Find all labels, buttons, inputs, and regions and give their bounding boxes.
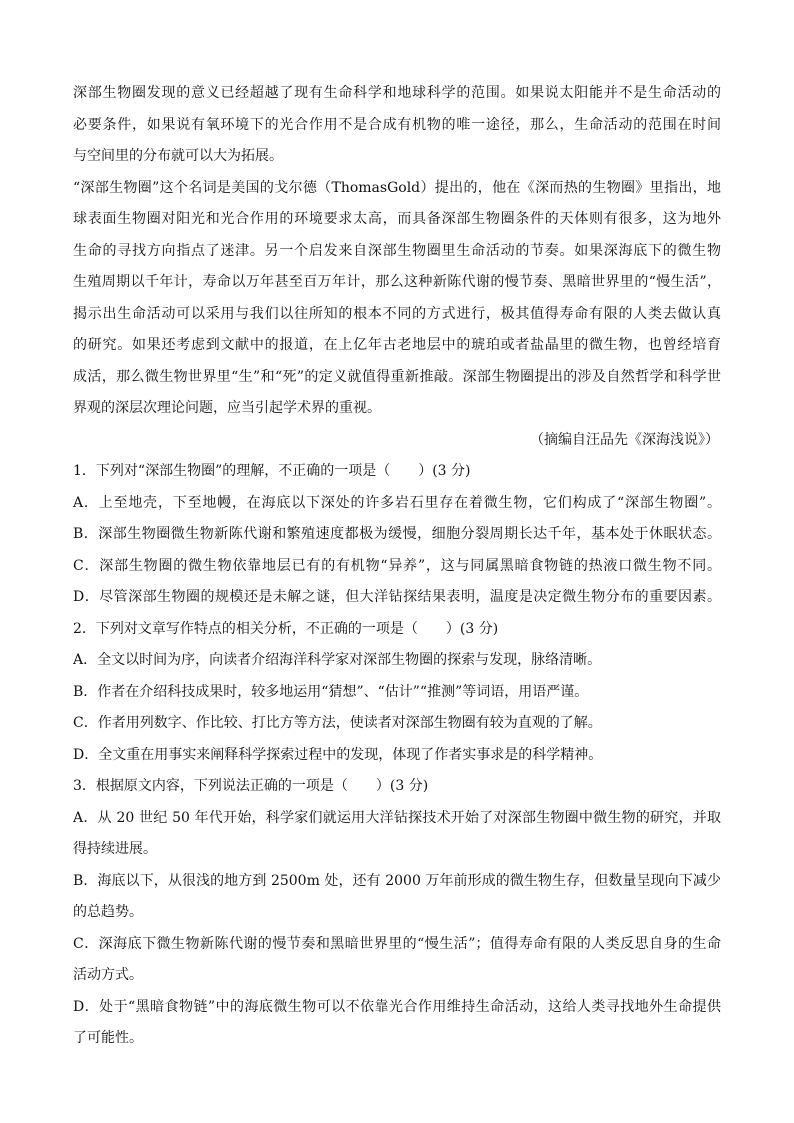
question-stem: 3．根据原文内容，下列说法正确的一项是（ ）(3 分) xyxy=(73,778,429,794)
source-citation: （摘编自汪品先《深海浅说》） xyxy=(530,431,719,448)
answer-option: D．处于“黑暗食物链”中的海底微生物可以不依靠光合作用维持生命活动，这给人类寻找地外生命提供 xyxy=(73,998,721,1015)
passage-line: 成活，那么微生物世界里“生”和“死”的定义就值得重新推敲。深部生物圈提出的涉及自然哲学和科学世 xyxy=(73,368,721,385)
questions xyxy=(73,456,721,1055)
answer-option: B．海底以下，从很浅的地方到 2500m 处，还有 2000 万年前形成的微生物生存，但数量呈现向下减少 xyxy=(73,872,721,889)
answer-option: C．作者用列数字、作比较、打比方等方法，使读者对深部生物圈有较为直观的了解。 xyxy=(73,715,602,731)
answer-option: A．全文以时间为序，向读者介绍海洋科学家对深部生物圈的探索与发现，脉络清晰。 xyxy=(73,652,602,668)
answer-option: B．深部生物圈微生物新陈代谢和繁殖速度都极为缓慢，细胞分裂周期长达千年，基本处于休眠状态。 xyxy=(73,526,721,542)
passage-line: 球表面生物圈对阳光和光合作用的环境要求太高，而具备深部生物圈条件的天体则有很多，这为地外 xyxy=(73,211,721,227)
passage-line: 揭示出生命活动可以采用与我们以往所知的根本不同的方式进行，极其值得寿命有限的人类去做认真 xyxy=(73,305,721,322)
passage xyxy=(73,78,721,456)
passage-line: 与空间里的分布就可以大为拓展。 xyxy=(73,148,283,164)
answer-option: 得持续进展。 xyxy=(73,841,157,857)
passage-line: 深部生物圈发现的意义已经超越了现有生命科学和地球科学的范围。如果说太阳能并不是生命活动的 xyxy=(73,85,721,101)
answer-option: A．上至地壳，下至地幔，在海底以下深处的许多岩石里存在着微生物，它们构成了“深部生物圈”。 xyxy=(73,494,721,511)
answer-option: A．从 20 世纪 50 年代开始，科学家们就运用大洋钻探技术开始了对深部生物圈中微生物的研究，并取 xyxy=(73,809,721,826)
passage-line: 界观的深层次理论问题，应当引起学术界的重视。 xyxy=(73,400,381,416)
passage-line: 生命的寻找方向指点了迷津。另一个启发来自深部生物圈里生命活动的节奏。如果深海底下的微生物 xyxy=(73,242,721,259)
passage-line: “深部生物圈”这个名词是美国的戈尔德（ThomasGold）提出的，他在《深而热的生物圈》里指出，地 xyxy=(73,179,721,196)
answer-option: C．深部生物圈的微生物依靠地层已有的有机物“异养”，这与同属黑暗食物链的热液口微生物不同。 xyxy=(73,557,721,574)
answer-option: D．尽管深部生物圈的规模还是未解之谜，但大洋钻探结果表明，温度是决定微生物分布的重要因素。 xyxy=(73,589,721,605)
question-stem: 1．下列对“深部生物圈”的理解，不正确的一项是（ ）(3 分) xyxy=(73,463,471,479)
answer-option: C．深海底下微生物新陈代谢的慢节奏和黑暗世界里的“慢生活”；值得寿命有限的人类反思自身的生命 xyxy=(73,935,721,952)
answer-option: 活动方式。 xyxy=(73,967,143,983)
answer-option: D．全文重在用事实来阐释科学探索过程中的发现，体现了作者实事求是的科学精神。 xyxy=(73,746,603,763)
passage-line: 的研究。如果还考虑到文献中的报道，在上亿年古老地层中的琥珀或者盐晶里的微生物，也曾经培育 xyxy=(73,337,721,353)
answer-option: B．作者在介绍科技成果时，较多地运用“猜想”、“估计”“推测”等词语，用语严谨。 xyxy=(73,683,589,700)
passage-line: 生殖周期以千年计，寿命以万年甚至百万年计，那么这种新陈代谢的慢节奏、黑暗世界里的“慢生活”， xyxy=(73,274,721,290)
document-page xyxy=(73,78,721,1055)
answer-option: 的总趋势。 xyxy=(73,904,143,920)
question-stem: 2．下列对文章写作特点的相关分析，不正确的一项是（ ）(3 分) xyxy=(73,620,499,637)
answer-option: 了可能性。 xyxy=(73,1030,143,1046)
passage-line: 必要条件，如果说有氧环境下的光合作用不是合成有机物的唯一途径，那么，生命活动的范围在时间 xyxy=(73,116,721,133)
